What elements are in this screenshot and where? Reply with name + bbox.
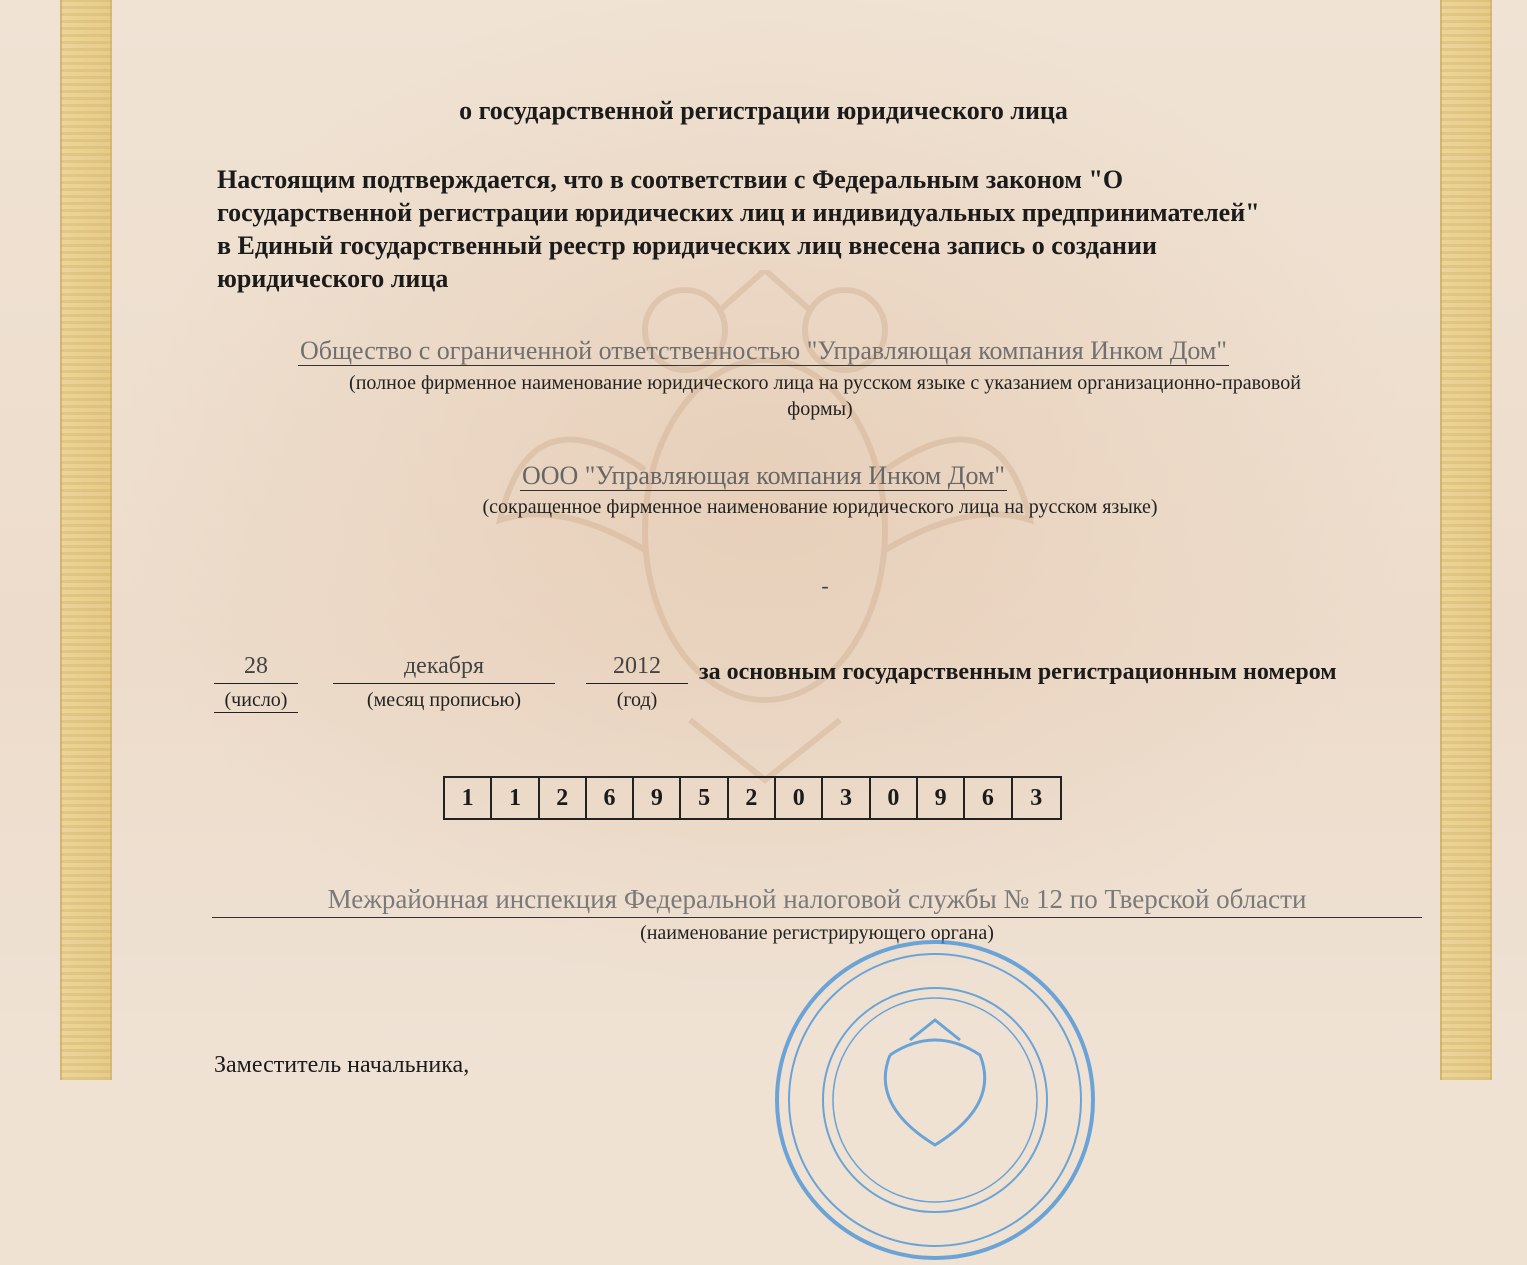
date-day: 28 xyxy=(214,653,298,684)
ogrn-digit: 0 xyxy=(871,778,918,818)
date-month-caption: (месяц прописью) xyxy=(366,689,522,711)
short-company-name: ООО "Управляющая компания Инком Дом" xyxy=(521,461,1006,490)
document-heading: о государственной регистрации юридического лица xyxy=(459,96,1068,125)
ogrn-digit: 6 xyxy=(587,778,634,818)
ogrn-digit: 3 xyxy=(1030,784,1043,811)
ogrn-digit: 2 xyxy=(729,778,776,818)
ogrn-digit: 6 xyxy=(965,778,1012,818)
registering-authority-caption: (наименование регистрирующего органа) xyxy=(640,922,994,944)
date-month: декабря xyxy=(333,653,555,684)
date-year: 2012 xyxy=(586,653,688,684)
ogrn-digit: 1 xyxy=(445,778,492,818)
ogrn-digit: 9 xyxy=(634,778,681,818)
ogrn-digit: 1 xyxy=(492,778,539,818)
date-day-caption: (число) xyxy=(214,689,298,713)
ogrn-digit: 9 xyxy=(918,778,965,818)
ogrn-digit: 3 xyxy=(823,778,870,818)
registering-authority-name: Межрайонная инспекция Федеральной налоговой службы № 12 по Тверской области xyxy=(212,884,1422,918)
full-company-name-field xyxy=(0,336,1527,366)
official-stamp-seal xyxy=(770,935,1100,1265)
short-name-caption: (сокращенное фирменное наименование юридического лица на русском языке) xyxy=(482,496,1158,518)
ogrn-digit: 5 xyxy=(681,778,728,818)
ogrn-digit: 2 xyxy=(540,778,587,818)
ogrn-digit: 0 xyxy=(776,778,823,818)
full-name-caption-line1: (полное фирменное наименование юридического лица на русском языке с указанием организационно-правовой xyxy=(349,372,1301,394)
foreign-name-value: - xyxy=(821,573,829,598)
registration-statement xyxy=(217,163,1447,295)
registration-number-label: за основным государственным регистрационным номером xyxy=(699,659,1337,685)
date-year-caption: (год) xyxy=(616,689,658,711)
statement-line: юридического лица xyxy=(217,264,449,293)
statement-line: государственной регистрации юридических лиц и индивидуальных предпринимателей" xyxy=(217,198,1260,227)
left-guilloche-border xyxy=(60,0,112,1080)
full-name-caption-line2: формы) xyxy=(787,398,853,420)
statement-line: Настоящим подтверждается, что в соответствии с Федеральным законом "О xyxy=(217,165,1124,194)
right-guilloche-border xyxy=(1440,0,1492,1080)
statement-line: в Единый государственный реестр юридических лиц внесена запись о создании xyxy=(217,231,1157,260)
short-company-name-field xyxy=(0,461,1527,491)
signer-title: Заместитель начальника, xyxy=(214,1052,470,1078)
ogrn-number-boxes xyxy=(443,776,1062,820)
full-company-name: Общество с ограниченной ответственностью "Управляющая компания Инком Дом" xyxy=(299,336,1227,365)
